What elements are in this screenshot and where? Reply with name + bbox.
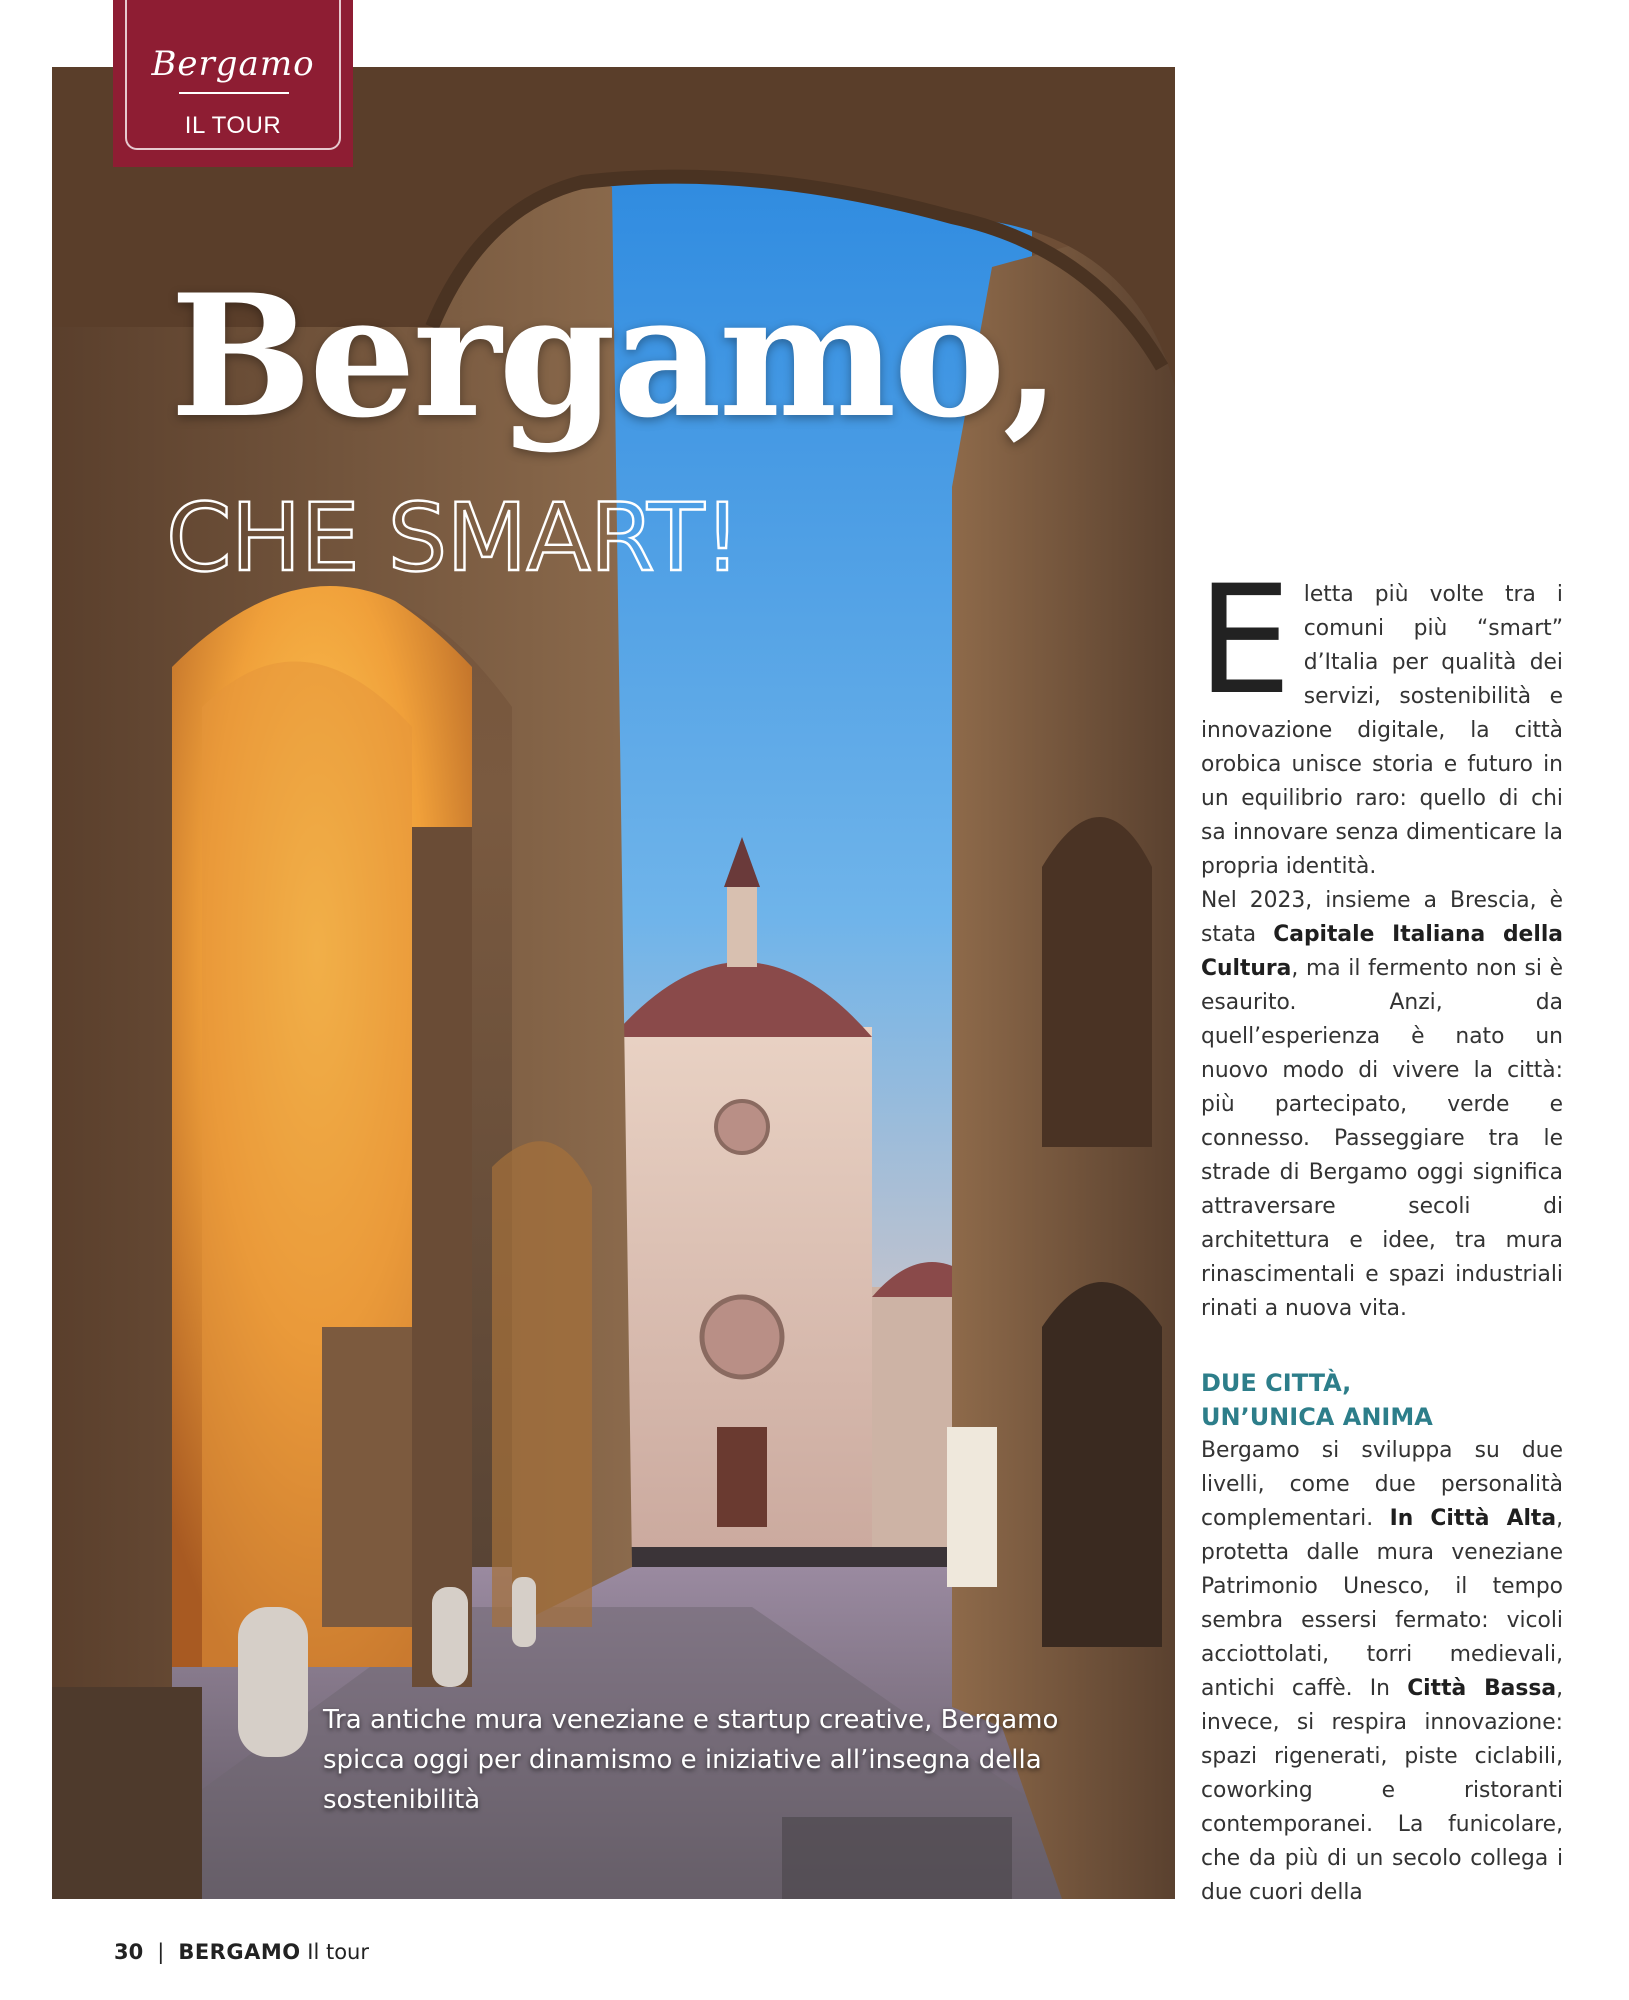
footer-separator: |: [157, 1940, 165, 1964]
citta-bassa-highlight: Città Bassa: [1407, 1676, 1557, 1701]
photo-caption: Tra antiche mura veneziane e startup creative, Bergamo spicca oggi per dinamismo e iniziative all’insegna della sostenibilità: [323, 1705, 1059, 1815]
article-paragraph-intro: [1197, 554, 1563, 884]
section-heading-line2: UN’UNICA ANIMA: [1201, 1403, 1433, 1431]
badge-underline: [179, 92, 289, 94]
section-heading-line1: DUE CITTÀ,: [1201, 1369, 1352, 1397]
article-column: [1197, 554, 1563, 1910]
two-cities-text-b: , protetta dalle mura veneziane Patrimonio Unesco, il tempo sembra essersi fermato: vicoli acciottolati, torri medievali, antichi caffè. In: [1201, 1506, 1563, 1701]
section-badge: [113, 0, 353, 167]
page-subtitle: CHE SMART!: [166, 484, 741, 593]
article-paragraph-two-cities: [1201, 1434, 1563, 1910]
drop-cap: E: [1197, 554, 1292, 728]
culture-highlight: Capitale Italiana della Cultura: [1201, 922, 1563, 981]
page-number: 30: [114, 1940, 144, 1964]
badge-label: IL TOUR: [184, 112, 282, 139]
two-cities-text-c: , invece, si respira innovazione: spazi rigenerati, piste ciclabili, coworking e ristoranti contemporanei. La funicolare, che da più di un secolo collega i due cuori della: [1201, 1676, 1563, 1905]
page-title: Bergamo,: [170, 257, 1059, 455]
page-footer: [114, 1940, 369, 1964]
culture-text-a: Nel 2023, insieme a Brescia, è stata: [1201, 888, 1563, 947]
footer-section: Il tour: [307, 1940, 369, 1964]
two-cities-text-a: Bergamo si sviluppa su due livelli, come due personalità complementari.: [1201, 1438, 1563, 1531]
section-heading: [1201, 1366, 1563, 1434]
footer-magazine: BERGAMO: [178, 1940, 301, 1964]
article-paragraph-culture: [1201, 884, 1563, 1326]
intro-text: letta più volte tra i comuni più “smart” d’Italia per qualità dei servizi, sostenibilità e innovazione digitale, la città orobica unisce storia e futuro in un equilibrio raro: quello di chi sa innovare senza dimenticare la propria identità.: [1201, 582, 1563, 879]
culture-text-b: , ma il fermento non si è esaurito. Anzi, da quell’esperienza è nato un nuovo modo di vivere la città: più partecipato, verde e connesso. Passeggiare tra le strade di Bergamo oggi significa attraversare secoli di architettura e idee, tra mura rinascimentali e spazi industriali rinati a nuova vita.: [1201, 956, 1563, 1321]
citta-alta-highlight: In Città Alta: [1389, 1506, 1557, 1531]
badge-script-title: Bergamo: [151, 44, 315, 84]
